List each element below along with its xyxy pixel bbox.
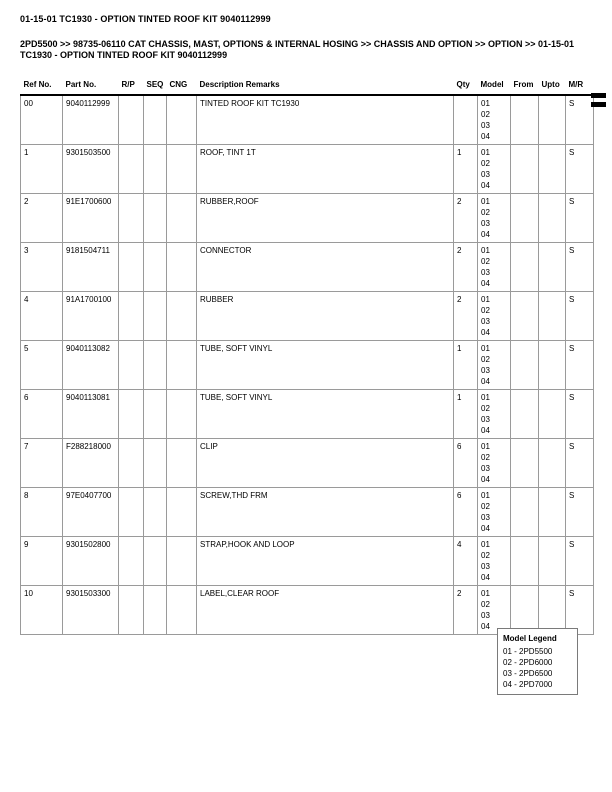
table-row [21, 439, 594, 488]
parts-table [20, 78, 594, 635]
table-rule-end-mark [591, 102, 606, 107]
column-header: Description Remarks [197, 78, 454, 95]
model-code: 04 [481, 573, 490, 582]
part-cell: 9040112999 [63, 95, 119, 145]
model-code: 04 [481, 279, 490, 288]
upto-cell [539, 145, 566, 194]
description-cell: RUBBER [197, 292, 454, 341]
model-code: 02 [481, 110, 490, 119]
description-cell: RUBBER,ROOF [197, 194, 454, 243]
part-cell: 9040113081 [63, 390, 119, 439]
table-row [21, 537, 594, 586]
from-cell [511, 537, 539, 586]
model-code: 03 [481, 415, 490, 424]
mr-cell: S [566, 586, 594, 635]
model-code: 04 [481, 524, 490, 533]
rp-cell [119, 586, 144, 635]
upto-cell [539, 194, 566, 243]
cng-cell [167, 586, 197, 635]
from-cell [511, 341, 539, 390]
table-row [21, 145, 594, 194]
model-code: 01 [481, 246, 490, 255]
part-cell: 9301503500 [63, 145, 119, 194]
table-row [21, 292, 594, 341]
model-code: 03 [481, 611, 490, 620]
mr-cell: S [566, 95, 594, 145]
rp-cell [119, 390, 144, 439]
column-header: CNG [167, 78, 197, 95]
rp-cell [119, 95, 144, 145]
legend-entry: 04 - 2PD7000 [503, 680, 553, 689]
seq-cell [144, 390, 167, 439]
from-cell [511, 488, 539, 537]
seq-cell [144, 439, 167, 488]
upto-cell [539, 537, 566, 586]
description-cell: TUBE, SOFT VINYL [197, 390, 454, 439]
model-code: 02 [481, 453, 490, 462]
cng-cell [167, 341, 197, 390]
upto-cell [539, 341, 566, 390]
model-code: 03 [481, 464, 490, 473]
seq-cell [144, 537, 167, 586]
models-cell [478, 488, 511, 537]
column-header: R/P [119, 78, 144, 95]
model-code: 03 [481, 219, 490, 228]
cng-cell [167, 194, 197, 243]
page-title: 01-15-01 TC1930 - OPTION TINTED ROOF KIT 9040112999 [20, 14, 271, 24]
models-cell [478, 145, 511, 194]
model-code: 04 [481, 181, 490, 190]
qty-cell: 2 [454, 586, 478, 635]
description-cell: ROOF, TINT 1T [197, 145, 454, 194]
legend-title: Model Legend [503, 634, 557, 643]
part-cell: 9301502800 [63, 537, 119, 586]
cng-cell [167, 292, 197, 341]
model-code: 01 [481, 344, 490, 353]
column-header: From [511, 78, 539, 95]
breadcrumb: 2PD5500 >> 98735-06110 CAT CHASSIS, MAST, OPTIONS & INTERNAL HOSING >> CHASSIS AND OPTION >> OPTION >> 01-15-01 TC1930 - OPTION TINTED ROOF KIT 9040112999 [20, 39, 575, 60]
from-cell [511, 95, 539, 145]
models-cell [478, 439, 511, 488]
table-row [21, 341, 594, 390]
qty-cell: 2 [454, 243, 478, 292]
upto-cell [539, 95, 566, 145]
upto-cell [539, 488, 566, 537]
description-cell: SCREW,THD FRM [197, 488, 454, 537]
models-cell [478, 243, 511, 292]
seq-cell [144, 243, 167, 292]
seq-cell [144, 341, 167, 390]
model-code: 03 [481, 562, 490, 571]
rp-cell [119, 341, 144, 390]
mr-cell: S [566, 537, 594, 586]
model-code: 04 [481, 328, 490, 337]
ref-cell: 3 [21, 243, 63, 292]
upto-cell [539, 292, 566, 341]
cng-cell [167, 243, 197, 292]
cng-cell [167, 488, 197, 537]
cng-cell [167, 390, 197, 439]
model-code: 04 [481, 230, 490, 239]
ref-cell: 5 [21, 341, 63, 390]
description-cell: CONNECTOR [197, 243, 454, 292]
model-code: 01 [481, 99, 490, 108]
from-cell [511, 194, 539, 243]
column-header: Qty [454, 78, 478, 95]
part-cell: 9040113082 [63, 341, 119, 390]
mr-cell: S [566, 488, 594, 537]
cng-cell [167, 95, 197, 145]
qty-cell: 6 [454, 439, 478, 488]
model-code: 02 [481, 502, 490, 511]
part-cell: 97E0407700 [63, 488, 119, 537]
cng-cell [167, 439, 197, 488]
from-cell [511, 390, 539, 439]
model-code: 04 [481, 622, 490, 631]
column-header: SEQ [144, 78, 167, 95]
rp-cell [119, 537, 144, 586]
qty-cell: 1 [454, 390, 478, 439]
table-row [21, 95, 594, 145]
qty-cell: 4 [454, 537, 478, 586]
legend-entry: 02 - 2PD6000 [503, 658, 553, 667]
description-cell: CLIP [197, 439, 454, 488]
table-body [21, 95, 594, 635]
header-rule-end-mark [591, 93, 606, 98]
ref-cell: 1 [21, 145, 63, 194]
models-cell [478, 537, 511, 586]
upto-cell [539, 390, 566, 439]
qty-cell: 2 [454, 292, 478, 341]
table-row [21, 488, 594, 537]
legend-entries [503, 646, 572, 690]
seq-cell [144, 145, 167, 194]
table-row [21, 194, 594, 243]
qty-cell: 2 [454, 194, 478, 243]
qty-cell: 1 [454, 145, 478, 194]
model-code: 01 [481, 540, 490, 549]
part-cell: 9301503300 [63, 586, 119, 635]
seq-cell [144, 488, 167, 537]
qty-cell: 6 [454, 488, 478, 537]
column-header: Model [478, 78, 511, 95]
models-cell [478, 194, 511, 243]
ref-cell: 6 [21, 390, 63, 439]
description-cell: TINTED ROOF KIT TC1930 [197, 95, 454, 145]
legend-entry: 01 - 2PD5500 [503, 647, 553, 656]
model-code: 03 [481, 121, 490, 130]
cng-cell [167, 145, 197, 194]
ref-cell: 4 [21, 292, 63, 341]
model-code: 01 [481, 491, 490, 500]
models-cell [478, 341, 511, 390]
description-cell: TUBE, SOFT VINYL [197, 341, 454, 390]
model-code: 03 [481, 170, 490, 179]
model-code: 04 [481, 132, 490, 141]
mr-cell: S [566, 145, 594, 194]
part-cell: 9181504711 [63, 243, 119, 292]
model-code: 02 [481, 257, 490, 266]
model-code: 02 [481, 600, 490, 609]
upto-cell [539, 243, 566, 292]
rp-cell [119, 439, 144, 488]
model-code: 03 [481, 366, 490, 375]
ref-cell: 9 [21, 537, 63, 586]
description-cell: STRAP,HOOK AND LOOP [197, 537, 454, 586]
table-header-row [21, 78, 594, 95]
qty-cell [454, 95, 478, 145]
ref-cell: 10 [21, 586, 63, 635]
model-code: 02 [481, 208, 490, 217]
model-legend [497, 628, 578, 695]
column-header: Upto [539, 78, 566, 95]
legend-entry: 03 - 2PD6500 [503, 669, 553, 678]
part-cell: 91E1700600 [63, 194, 119, 243]
mr-cell: S [566, 292, 594, 341]
part-cell: F288218000 [63, 439, 119, 488]
mr-cell: S [566, 341, 594, 390]
model-code: 04 [481, 426, 490, 435]
rp-cell [119, 243, 144, 292]
from-cell [511, 292, 539, 341]
cng-cell [167, 537, 197, 586]
rp-cell [119, 145, 144, 194]
model-code: 01 [481, 393, 490, 402]
model-code: 01 [481, 197, 490, 206]
column-header: M/R [566, 78, 594, 95]
seq-cell [144, 194, 167, 243]
model-code: 03 [481, 513, 490, 522]
mr-cell: S [566, 390, 594, 439]
model-code: 02 [481, 404, 490, 413]
part-cell: 91A1700100 [63, 292, 119, 341]
model-code: 02 [481, 355, 490, 364]
models-cell [478, 390, 511, 439]
model-code: 04 [481, 475, 490, 484]
mr-cell: S [566, 439, 594, 488]
seq-cell [144, 586, 167, 635]
model-code: 02 [481, 159, 490, 168]
ref-cell: 8 [21, 488, 63, 537]
qty-cell: 1 [454, 341, 478, 390]
ref-cell: 2 [21, 194, 63, 243]
rp-cell [119, 194, 144, 243]
from-cell [511, 145, 539, 194]
rp-cell [119, 488, 144, 537]
upto-cell [539, 439, 566, 488]
mr-cell: S [566, 194, 594, 243]
column-header: Ref No. [21, 78, 63, 95]
ref-cell: 7 [21, 439, 63, 488]
description-cell: LABEL,CLEAR ROOF [197, 586, 454, 635]
model-code: 03 [481, 268, 490, 277]
ref-cell: 00 [21, 95, 63, 145]
seq-cell [144, 95, 167, 145]
column-header: Part No. [63, 78, 119, 95]
table-row [21, 243, 594, 292]
table-row [21, 390, 594, 439]
from-cell [511, 243, 539, 292]
model-code: 01 [481, 295, 490, 304]
mr-cell: S [566, 243, 594, 292]
model-code: 01 [481, 442, 490, 451]
model-code: 01 [481, 148, 490, 157]
models-cell [478, 292, 511, 341]
model-code: 02 [481, 551, 490, 560]
rp-cell [119, 292, 144, 341]
model-code: 01 [481, 589, 490, 598]
from-cell [511, 439, 539, 488]
model-code: 03 [481, 317, 490, 326]
seq-cell [144, 292, 167, 341]
model-code: 04 [481, 377, 490, 386]
model-code: 02 [481, 306, 490, 315]
models-cell [478, 95, 511, 145]
